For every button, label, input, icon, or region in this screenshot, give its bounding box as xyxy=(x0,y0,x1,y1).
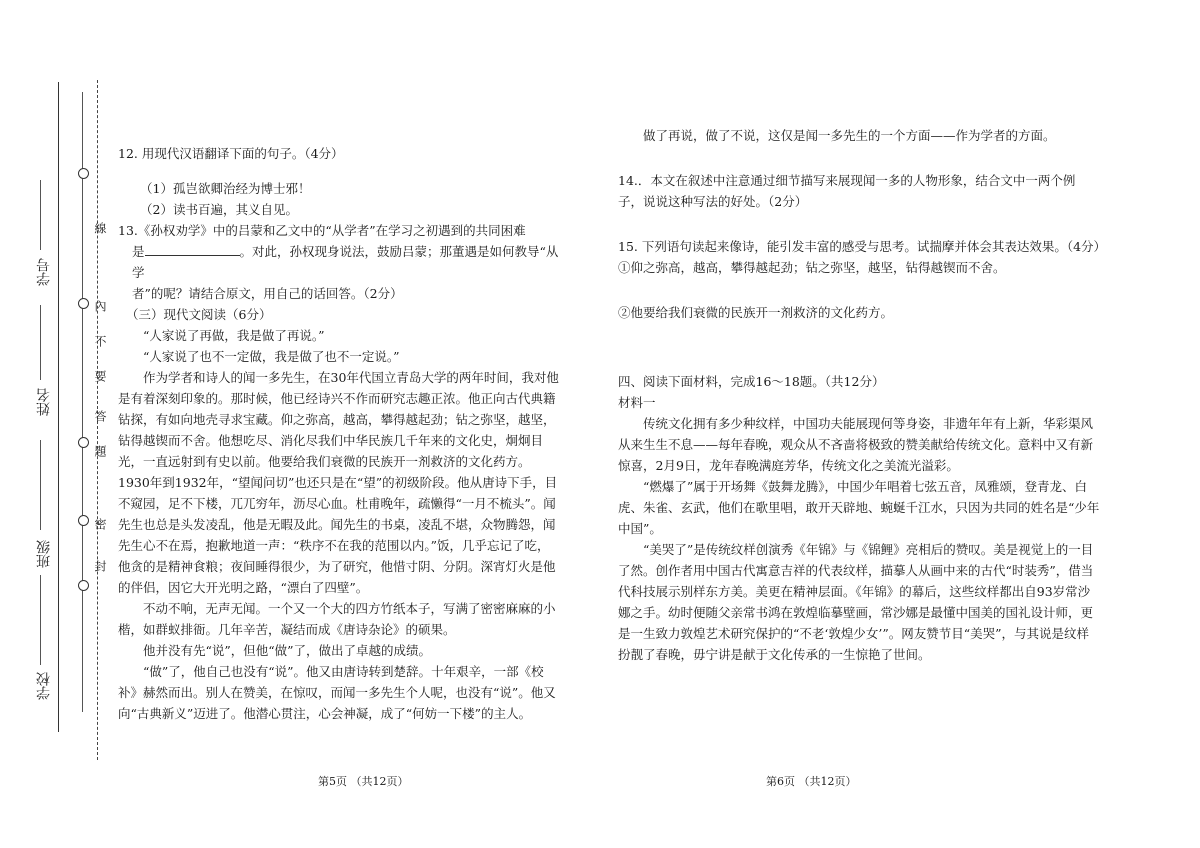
material-paragraph: “美哭了”是传统纹样创演秀《年锦》与《锦鲤》亮相后的赞叹。美是视觉上的一目了然。创作者用中国古代寓意吉祥的代表纹样，描摹人从画中来的古代“时装秀”，借当代科技展示别样东方美。美更在精神层面。《年锦》的幕后，这些纹样都出自93岁常沙娜之手。幼时便随父亲常书鸿在敦煌临摹壁画，常沙娜是最懂中国美的国礼设计师，更是一生致力敦煌艺术研究保护的“不老‘敦煌少女’”。网友赞节目“美哭”，与其说是纹样扮靓了春晚，毋宁讲是献于文化传承的一生惊艳了世间。 xyxy=(618,542,1094,662)
q12-sentence-1: （1）孤岂欲卿治经为博士邪！ xyxy=(140,181,311,196)
seal-char-yao: 要 xyxy=(93,370,107,382)
reading-paragraph: 不动不响，无声无闻。一个又一个大的四方竹纸本子，写满了密密麻麻的小楷，如群蚁排衙。几年辛苦，凝结而成《唐诗杂论》的硕果。 xyxy=(118,601,556,637)
section-3-heading: （三）现代文阅读（6分） xyxy=(126,307,272,322)
q13-line-2 xyxy=(118,241,560,283)
q13-line-3: 者”的呢？请结合原文，用自己的话回答。（2分） xyxy=(132,286,403,301)
seal-char-mi: 密 xyxy=(93,518,107,530)
binding-hole xyxy=(78,437,89,448)
material-paragraph: “燃爆了”属于开场舞《鼓舞龙腾》，中国少年唱着七弦五音，凤雅颂，登青龙、白虎、朱雀、玄武，他们在歌里唱，敢开天辟地、蜿蜒千江水，只因为共同的姓名是“少年中国”。 xyxy=(618,479,1100,536)
reading-paragraph: “人家说了也不一定做，我是做了也不一定说。” xyxy=(143,349,400,364)
class-label: 班级 xyxy=(36,540,52,568)
q13-line-2-text: 。对此，孙权现身说法，鼓励吕蒙；那董遇是如何教导“从学 xyxy=(132,244,559,280)
binding-seal-line xyxy=(82,92,83,712)
q15-stem: 15. 下列语句读起来像诗，能引发丰富的感受与思考。试揣摩并体会其表达效果。（4分） xyxy=(618,239,1107,254)
binding-hole xyxy=(78,580,89,591)
seal-char-xian: 線 xyxy=(93,222,107,234)
binding-hole xyxy=(78,515,89,526)
seal-char-nei: 內 xyxy=(93,300,107,312)
answer-space[interactable] xyxy=(618,323,1100,371)
binding-hole xyxy=(78,168,89,179)
reading-paragraph-continued: 做了再说，做了不说，这仅是闻一多先生的一个方面——作为学者的方面。 xyxy=(643,128,1056,143)
spacer xyxy=(618,146,1100,170)
material-label: 材料一 xyxy=(618,395,656,410)
school-label: 学校 xyxy=(36,672,52,700)
spacer xyxy=(618,212,1100,236)
reading-paragraph: 他并没有先“说”，但他“做”了，做出了卓越的成绩。 xyxy=(143,643,432,658)
q13-line-1: 13.《孙权劝学》中的吕蒙和乙文中的“从学者”在学习之初遇到的共同困难 xyxy=(118,223,526,238)
name-blank[interactable] xyxy=(40,305,41,380)
spacer xyxy=(118,164,560,178)
q12-stem: 12. 用现代汉语翻译下面的句子。（4分） xyxy=(118,146,344,161)
left-page-footer: 第5页 （共12页） xyxy=(318,775,409,788)
section-4-heading: 四、阅读下面材料，完成16～18题。（共12分） xyxy=(618,374,885,389)
binding-strip xyxy=(0,0,110,848)
left-page xyxy=(118,143,560,724)
q13-answer-blank[interactable] xyxy=(145,243,240,256)
student-id-blank[interactable] xyxy=(40,180,41,250)
answer-space[interactable] xyxy=(618,278,1100,302)
name-label: 姓名 xyxy=(36,388,52,416)
binding-hole xyxy=(78,298,89,309)
material-paragraph: 传统文化拥有多少种纹样，中国功夫能展现何等身姿，非遗年年有上新，华彩渠风从来生生不息——每年春晚，观众从不吝啬将极致的赞美献给传统文化。意料中又有新惊喜，2月9日，龙年春晚满庭芳华，传统文化之美流光溢彩。 xyxy=(618,416,1094,473)
q13-prefix: 是 xyxy=(132,244,145,259)
reading-paragraph: 作为学者和诗人的闻一多先生，在30年代国立青岛大学的两年时间，我对他是有着深刻印象的。那时候，他已经诗兴不作而研究志趣正浓。他正向古代典籍钻探，有如向地壳寻求宝藏。仰之弥高，越高，攀得越起劲；钻之弥坚，越坚，钻得越锲而不舍。他想吃尽、消化尽我们中华民族几千年来的文化史，炯炯目光，一直远射到有史以前。他要给我们衰微的民族开一剂救济的文化药方。1930年到1932年，“望闻问切”也还只是在“望”的初级阶段。他从唐诗下手，目不窥园，足不下楼，兀兀穷年，沥尽心血。杜甫晚年，疏懒得“一月不梳头”。闻先生也总是头发凌乱，他是无暇及此。闻先生的书桌，凌乱不堪，众物腾怨，闻先生心不在焉，抱歉地道一声：“秩序不在我的范围以内。”饭，几乎忘记了吃，他贪的是精神食粮；夜间睡得很少，为了研究，他惜寸阴、分阴。深宵灯火是他的伴侣，因它大开光明之路，“漂白了四壁”。 xyxy=(118,370,559,595)
q12-sentence-2: （2）读书百遍，其义自见。 xyxy=(140,202,298,217)
reading-paragraph: “人家说了再做，我是做了再说。” xyxy=(143,328,325,343)
seal-char-ti: 題 xyxy=(93,445,107,457)
q15-item-1: ①仰之弥高，越高，攀得越起劲；钻之弥坚，越坚，钻得越锲而不舍。 xyxy=(618,260,1006,275)
student-id-label: 学号 xyxy=(36,258,52,286)
seal-char-da: 答 xyxy=(93,410,107,422)
seal-char-bu: 不 xyxy=(93,335,107,347)
class-blank[interactable] xyxy=(40,440,41,530)
right-page xyxy=(618,125,1107,665)
binding-border-line xyxy=(58,82,59,732)
right-page-footer: 第6页 （共12页） xyxy=(766,775,857,788)
q14: 14.．本文在叙述中注意通过细节描写来展现闻一多的人物形象，结合文中一两个例子，说说这种写法的好处。（2分） xyxy=(618,173,1076,209)
school-blank[interactable] xyxy=(40,575,41,665)
reading-paragraph: “做”了，他自己也没有“说”。他又由唐诗转到楚辞。十年艰辛，一部《校补》赫然而出。别人在赞美，在惊叹，而闻一多先生个人呢，也没有“说”。他又向“古典新义”迈进了。他潜心贯注，心会神凝，成了“何妨一下楼”的主人。 xyxy=(118,664,556,721)
seal-char-feng: 封 xyxy=(93,560,107,572)
q15-item-2: ②他要给我们衰微的民族开一剂救济的文化药方。 xyxy=(618,305,894,320)
